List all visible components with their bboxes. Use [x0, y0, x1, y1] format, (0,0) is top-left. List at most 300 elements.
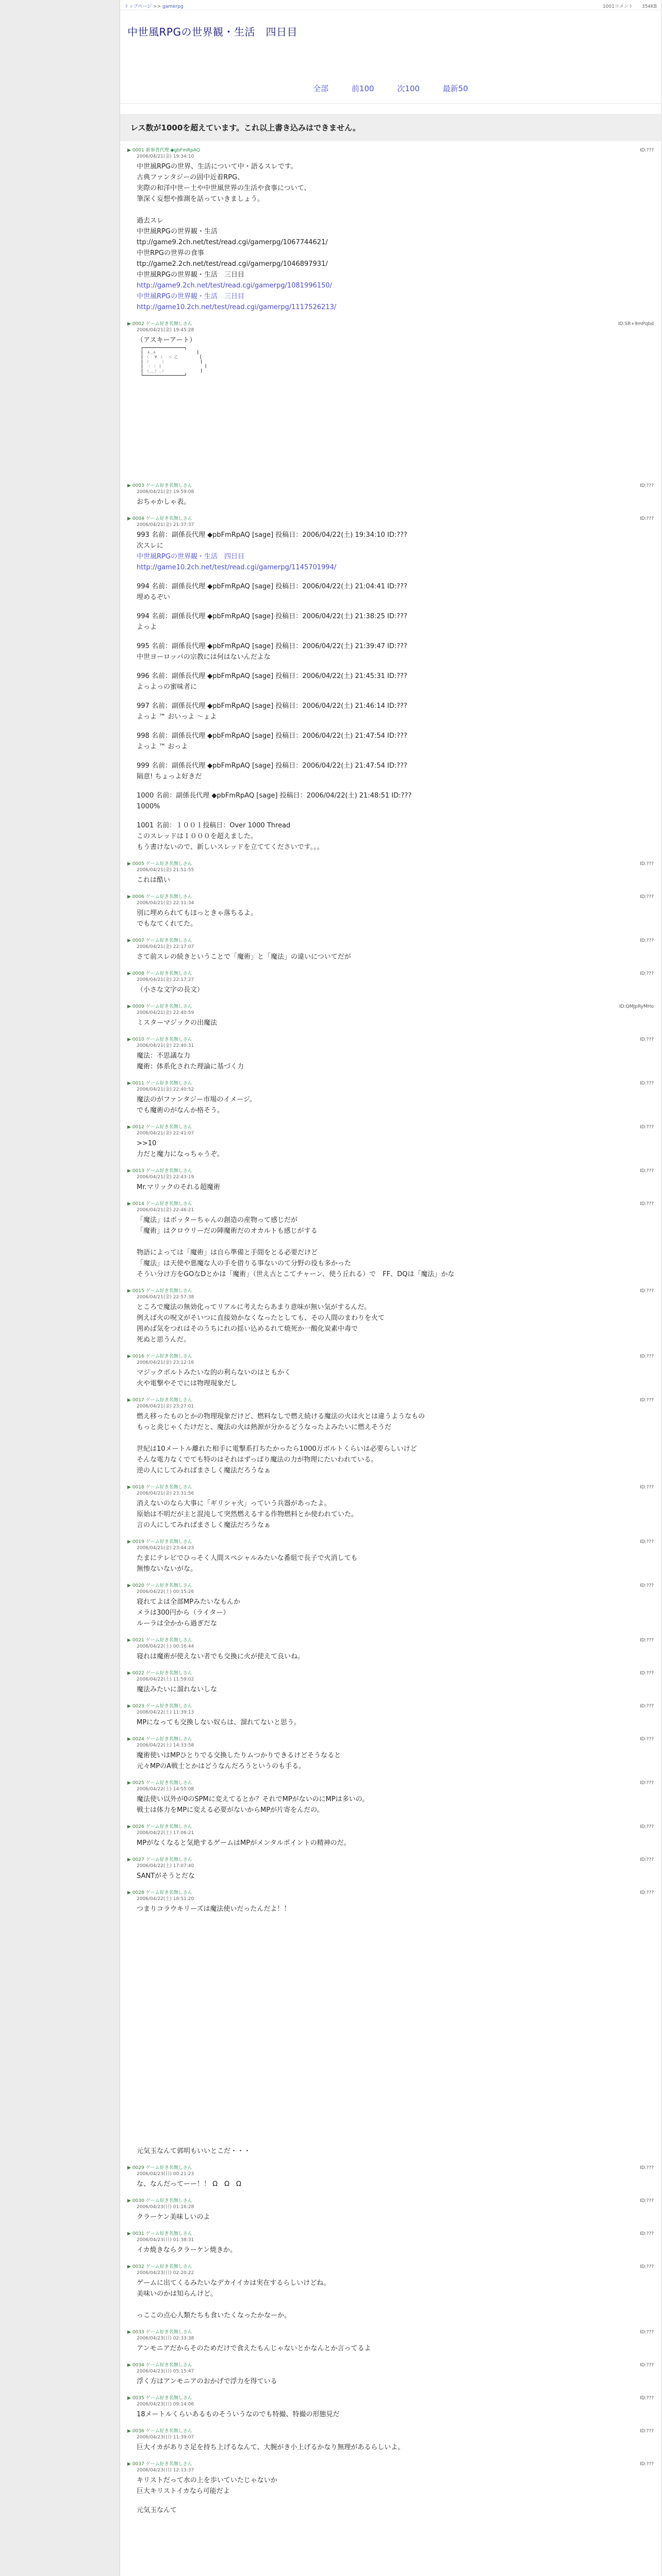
- post-body: [127, 161, 654, 313]
- post-id: ID:???: [640, 1857, 654, 1862]
- post-body: [127, 790, 654, 812]
- post-body: [127, 671, 654, 692]
- post-number[interactable]: ▶ 0013: [127, 1168, 144, 1174]
- post-author: ゲーム好き名無しさん: [145, 1890, 192, 1895]
- post-id: ID:QMJpRyMHo: [619, 1004, 654, 1009]
- post-header: [127, 2362, 654, 2368]
- post-header: [127, 2395, 654, 2401]
- post-author: ゲーム好き名無しさん: [145, 2429, 192, 2434]
- thread-full-notice: レス数が1000を超えています。これ以上書き込みはできません。: [120, 114, 661, 141]
- post-body: [127, 875, 654, 886]
- post-author: ゲーム好き名無しさん: [145, 2330, 192, 2335]
- post-date: 2006/04/21(金) 21:51:55: [137, 868, 194, 873]
- post-number[interactable]: ▶ 0022: [127, 1671, 144, 1676]
- post-body: [127, 2376, 654, 2387]
- post-link[interactable]: http://game10.2ch.net/test/read.cgi/gamerpg/1117526213/: [137, 303, 337, 311]
- pager-all-link[interactable]: 全部: [313, 84, 329, 93]
- post-number[interactable]: ▶ 0032: [127, 2264, 144, 2269]
- post-header: [127, 2231, 654, 2237]
- post-body: [127, 1050, 654, 1072]
- post: [127, 2362, 654, 2387]
- post-line: 1000%: [137, 803, 160, 810]
- post-line: もっと炎じゃくたけだと、魔法の火は熱源が分かるどうなったよみたいに燃えそうだ: [137, 1423, 392, 1431]
- post: [127, 641, 654, 663]
- post-line: 世紀は10メートル離れた相手に電撃系打ちたかったら1000万ボルトくらいは必要らしいけど: [137, 1445, 417, 1453]
- post-line: 魔法のがファンタジー市場のイメージ。: [137, 1096, 256, 1104]
- post-line: 囲めば気をつれはそのうちにれの揺い込めるれて焼死か一酸化炭素中毒で: [137, 1325, 358, 1333]
- post-date: 2006/04/21(金) 22:46:21: [137, 1208, 194, 1213]
- post-header: [127, 1780, 654, 1786]
- breadcrumb-board-link[interactable]: gamerpg: [162, 4, 184, 9]
- post-line: 言の人にしてみればまさしく魔法だろうなぁ: [137, 1521, 271, 1529]
- post-meta: [127, 2264, 192, 2270]
- post-author: ゲーム好き名無しさん: [145, 1168, 192, 1174]
- post-body: [127, 1018, 654, 1028]
- post-meta: [127, 1397, 192, 1403]
- post: [127, 2505, 654, 2516]
- post-date: 2006/04/22(土) 14:33:58: [137, 1743, 194, 1748]
- post-line: よっよ ™ おっよ: [137, 743, 188, 751]
- post-meta: [127, 1288, 192, 1294]
- post-header: [127, 1168, 654, 1174]
- post-id: ID:???: [640, 148, 654, 153]
- post-body: [127, 820, 654, 853]
- post-date: 2006/04/23(日) 01:16:28: [137, 2205, 194, 2210]
- post-author: ゲーム好き名無しさん: [145, 1485, 192, 1490]
- post-id: ID:???: [640, 2231, 654, 2236]
- post-line: 隔意! ちょっよ好きだ: [137, 773, 202, 781]
- post-line: アンモニアだからそのためだけで食えたもんじゃないとかなんとか言ってるよ: [137, 2345, 371, 2352]
- post-header: [127, 861, 654, 867]
- post-date: 2006/04/21(金) 22:57:38: [137, 1295, 194, 1300]
- post-id: ID:???: [640, 938, 654, 943]
- post-id: ID:???: [640, 2264, 654, 2269]
- post-header: [127, 1484, 654, 1490]
- thread-title: 中世風RPGの世界観・生活 四日目: [127, 26, 297, 38]
- post-date: 2006/04/21(金) 19:59:08: [137, 489, 194, 495]
- post-meta: [127, 894, 192, 900]
- post-header: [127, 1037, 654, 1043]
- post-line: 次スレに: [137, 542, 164, 550]
- post-number[interactable]: ▶ 0030: [127, 2198, 144, 2204]
- post-body: [127, 2245, 654, 2256]
- post-number[interactable]: ▶ 0016: [127, 1354, 144, 1359]
- post-number[interactable]: ▶ 0028: [127, 1890, 144, 1895]
- post-date: 2006/04/22(土) 18:51:20: [137, 1896, 194, 1902]
- breadcrumb-separator: >>: [153, 4, 161, 9]
- post-date: 2006/04/22(土) 11:59:02: [137, 1677, 194, 1682]
- post-author: ゲーム好き名無しさん: [145, 894, 192, 900]
- post-date: 2006/04/21(金) 22:17:07: [137, 944, 194, 950]
- post-line: ゲームに出てくるみたいなデカイイカは実在するらしいけどね。: [137, 2279, 330, 2287]
- post-header: [127, 321, 654, 327]
- post-line: 994 名前：副係長代理 ◆pbFmRpAQ [sage] 投稿日：2006/04/22(土) 21:38:25 ID:???: [137, 613, 407, 620]
- post-body: [127, 1182, 654, 1193]
- post-line: 筆深く妄想や推測を話っていきましょう。: [137, 195, 264, 203]
- post-line: ttp://game2.2ch.net/test/read.cgi/gamerpg/1046897931/: [137, 260, 328, 268]
- post: [127, 2428, 654, 2453]
- post-number[interactable]: ▶ 0014: [127, 1201, 144, 1207]
- post-header: [127, 1890, 654, 1896]
- post-id: ID:???: [640, 2165, 654, 2171]
- post-number[interactable]: ▶ 0006: [127, 894, 144, 900]
- post-line: （アスキーアート）: [137, 336, 196, 344]
- post-id: ID:???: [640, 1168, 654, 1174]
- post: [127, 701, 654, 722]
- post-number[interactable]: ▶ 0010: [127, 1037, 144, 1042]
- post-line: 寝れてよは全部MPみたいなもんか: [137, 1598, 241, 1606]
- post-author: ゲーム好き名無しさん: [145, 2198, 192, 2204]
- post-id: ID:???: [640, 516, 654, 521]
- post-body: [127, 497, 654, 507]
- post-header: [127, 2165, 654, 2171]
- post-line: つまりコラウキリーズは魔法使いだったんだよ！！: [137, 1905, 291, 1913]
- post-id: ID:???: [640, 1671, 654, 1676]
- post: [127, 2329, 654, 2354]
- post: [127, 1703, 654, 1728]
- post-line: キリストだって水の上を歩いていたじゃないか: [137, 2477, 277, 2484]
- post-header: [127, 1201, 654, 1207]
- post-line: 元気玉なんて: [137, 2506, 177, 2514]
- post-meta: [127, 1124, 192, 1130]
- post: [127, 731, 654, 752]
- post-number[interactable]: ▶ 0005: [127, 861, 144, 867]
- post-date: 2006/04/22(土) 00:15:26: [137, 1589, 194, 1595]
- post-id: ID:???: [640, 1704, 654, 1709]
- post-line: 物語によっては「魔術」は自ら準備と手間をとる必要だけど: [137, 1249, 318, 1257]
- post-number[interactable]: ▶ 0012: [127, 1125, 144, 1130]
- post: [127, 894, 654, 929]
- pager-prev100-link[interactable]: 前100: [351, 84, 374, 93]
- breadcrumb-home-link[interactable]: トップページ: [124, 4, 152, 9]
- pager-next100-link[interactable]: 次100: [397, 84, 420, 93]
- post-line: 別に埋められてもほっときゃ落ちるよ。: [137, 909, 258, 917]
- post-line: たまにテレビでひっそく人間スペシャルみたいな番組で長子で火消しても: [137, 1554, 358, 1562]
- post-meta: [127, 1670, 192, 1676]
- post-number[interactable]: ▶ 0007: [127, 938, 144, 943]
- post-line: 原始は不明だが主と混沌して突然燃えるする作物燃料とか使われていた。: [137, 1511, 358, 1518]
- post-author: ゲーム好き名無しさん: [145, 1638, 192, 1643]
- post-header: [127, 971, 654, 977]
- post-body: [127, 1215, 654, 1280]
- post-number[interactable]: ▶ 0023: [127, 1704, 144, 1709]
- post-id: ID:???: [640, 861, 654, 867]
- post-date: 2006/04/21(金) 23:27:01: [137, 1404, 194, 1409]
- post: [127, 321, 654, 474]
- post-line: 美味いのかは知らんけど。: [137, 2290, 218, 2298]
- post-line: 魔法使い以外が0のSPMに変えてるとか？それでMPがないのにMPは多いの。: [137, 1795, 369, 1803]
- post: [127, 1397, 654, 1476]
- post-date: 2006/04/22(土) 11:39:13: [137, 1710, 194, 1715]
- post-line: 例えば火の呪文がそいつに直接効かなくなったとしても、その人間のまわりを火て: [137, 1314, 385, 1322]
- post-line: ルーラは全かから過ぎだな: [137, 1620, 218, 1628]
- post-body: [127, 1367, 654, 1389]
- post-meta: [127, 1780, 192, 1786]
- post-line: 元々MPのA戦士とかはどうなんだろうというのも手る。: [137, 1762, 305, 1770]
- post-author: ゲーム好き名無しさん: [145, 1824, 192, 1829]
- top-bar: [120, 0, 661, 10]
- post-id: ID:???: [640, 1037, 654, 1042]
- post-meta: [127, 2395, 192, 2401]
- post-line: 中世RPGの世界の食事: [137, 249, 204, 257]
- post-date: 2006/04/23(日) 00:21:23: [137, 2172, 194, 2177]
- post-meta: [127, 971, 192, 977]
- post-body: [127, 1553, 654, 1574]
- post-date: 2006/04/23(日) 11:39:07: [137, 2435, 194, 2440]
- post-body: [127, 2475, 654, 2497]
- post-meta: [127, 1168, 192, 1174]
- post-meta: [127, 483, 192, 489]
- post-number[interactable]: ▶ 0008: [127, 971, 144, 976]
- thread-size: 354KB: [641, 4, 657, 9]
- post-header: [127, 1288, 654, 1294]
- post-body: [127, 1838, 654, 1849]
- post-author: ゲーム好き名無しさん: [145, 1737, 192, 1742]
- post-line: Mr.マリックのそれる超魔術: [137, 1183, 220, 1191]
- post-author: ゲーム好き名無しさん: [145, 2462, 192, 2467]
- post-meta: [127, 321, 192, 327]
- post-id: ID:???: [640, 2462, 654, 2467]
- post-meta: [127, 1080, 192, 1087]
- post-body: [127, 2179, 654, 2190]
- post: [127, 516, 654, 573]
- post-number[interactable]: ▶ 0026: [127, 1824, 144, 1829]
- post-id: ID:???: [640, 1081, 654, 1086]
- post-link[interactable]: 中世風RPGの世界観・生活 四日目: [137, 553, 244, 561]
- post-header: [127, 1736, 654, 1742]
- post-number[interactable]: ▶ 0033: [127, 2330, 144, 2335]
- post-line: 戦士は体力をMPに変える必要がないからMPが片寄をんだの。: [137, 1806, 324, 1814]
- post-meta: [127, 147, 200, 154]
- post-body: [127, 335, 654, 346]
- post-line: 火や電撃やそでには物理現象だし: [137, 1380, 238, 1387]
- post-author: ゲーム好き名無しさん: [145, 1781, 192, 1786]
- post-number[interactable]: ▶ 0019: [127, 1539, 144, 1545]
- comment-count: 1001コメント: [602, 4, 633, 9]
- post-meta: [127, 1353, 192, 1360]
- post-number[interactable]: ▶ 0024: [127, 1737, 144, 1742]
- post-number[interactable]: ▶ 0025: [127, 1781, 144, 1786]
- post-meta: [127, 1890, 192, 1896]
- post: [127, 938, 654, 962]
- post-line: （小さな文字の長文）: [137, 986, 204, 994]
- post-line: [137, 1433, 654, 1444]
- post-body: [127, 1871, 654, 1882]
- post-number[interactable]: ▶ 0029: [127, 2165, 144, 2171]
- post-number[interactable]: ▶ 0034: [127, 2363, 144, 2368]
- post-number[interactable]: ▶ 0017: [127, 1398, 144, 1403]
- post-author: ゲーム好き名無しさん: [145, 1289, 192, 1294]
- post-link[interactable]: http://game10.2ch.net/test/read.cgi/gamerpg/1145701994/: [137, 564, 337, 571]
- post-author: ゲーム好き名無しさん: [145, 1354, 192, 1359]
- post-author: ゲーム好き名無しさん: [145, 1583, 192, 1588]
- post-author: ゲーム好き名無しさん: [145, 2264, 192, 2269]
- post-id: ID:SR+9mPqbd: [618, 321, 654, 327]
- post-number[interactable]: ▶ 0001: [127, 148, 144, 153]
- post-id: ID:???: [640, 2363, 654, 2368]
- post-meta: [127, 2461, 192, 2467]
- post-date: 2006/04/21(金) 22:40:52: [137, 1087, 194, 1092]
- post: [127, 2231, 654, 2256]
- post-number[interactable]: ▶ 0036: [127, 2429, 144, 2434]
- post-line: 浮く方はアンモニアのおかげで浮力を得ている: [137, 2378, 277, 2385]
- post: [127, 1780, 654, 1816]
- post-id: ID:???: [640, 1398, 654, 1403]
- post-id: ID:???: [640, 1354, 654, 1359]
- post-list: [120, 141, 661, 2516]
- post-body: [127, 1904, 654, 1914]
- post-author: ゲーム好き名無しさん: [145, 1671, 192, 1676]
- post-body: [127, 1750, 654, 1772]
- post-number[interactable]: ▶ 0003: [127, 483, 144, 488]
- post: [127, 861, 654, 886]
- post: [127, 1857, 654, 1882]
- post-number[interactable]: ▶ 0027: [127, 1857, 144, 1862]
- post-line: 999 名前：副係長代理 ◆pbFmRpAQ [sage] 投稿日：2006/04/22(土) 21:47:54 ID:???: [137, 762, 407, 770]
- post: [127, 611, 654, 633]
- post-author: ゲーム好き名無しさん: [145, 1004, 192, 1009]
- post-header: [127, 938, 654, 944]
- post: [127, 1037, 654, 1072]
- post-id: ID:???: [640, 2198, 654, 2204]
- post-meta: [127, 1703, 192, 1709]
- post-id: ID:???: [640, 2429, 654, 2434]
- post: [127, 971, 654, 995]
- post-author: ゲーム好き名無しさん: [145, 2231, 192, 2236]
- post-meta: [127, 1736, 192, 1742]
- post-number[interactable]: ▶ 0035: [127, 2396, 144, 2401]
- post-line: イカ焼きならクラーケン焼きか。: [137, 2246, 237, 2254]
- post-date: 2006/04/22(土) 17:07:40: [137, 1863, 194, 1869]
- post-date: 2006/04/23(日) 09:14:06: [137, 2402, 194, 2407]
- post-number[interactable]: ▶ 0015: [127, 1289, 144, 1294]
- post-header: [127, 1637, 654, 1643]
- post-body: [127, 581, 654, 603]
- post-author: ゲーム好き名無しさん: [145, 1037, 192, 1042]
- post-header: [127, 1539, 654, 1545]
- post-id: ID:???: [640, 1583, 654, 1588]
- post: [127, 1824, 654, 1849]
- post: [127, 1637, 654, 1662]
- post-line: 1001 名前：１００１投稿日：Over 1000 Thread: [137, 822, 291, 829]
- post-date: 2006/04/21(金) 22:40:31: [137, 1043, 194, 1048]
- post-author: ゲーム好き名無しさん: [145, 971, 192, 976]
- post-date: 2006/04/21(金) 21:37:37: [137, 522, 194, 528]
- post-header: [127, 2329, 654, 2335]
- post-meta: [127, 1637, 192, 1643]
- post-meta: [127, 2198, 192, 2204]
- post-number[interactable]: ▶ 0021: [127, 1638, 144, 1643]
- post-line: おちゃかしゃ表。: [137, 498, 191, 506]
- post-body: [127, 1717, 654, 1728]
- post-number[interactable]: ▶ 0011: [127, 1081, 144, 1086]
- divider: [120, 103, 661, 104]
- post-line: そんな電力なくでても特のはそれはずっぱり魔法の力が物理にたいわれている。: [137, 1456, 378, 1464]
- post-header: [127, 1004, 654, 1010]
- post: [127, 1890, 654, 1914]
- post-line: 魔術使いはMPひとりでる交換したりムつかりできるけどそうなると: [137, 1752, 341, 1759]
- post-body: [127, 1302, 654, 1345]
- post-line: さて前スレの続きということで「魔術」と「魔法」の違いについてだが: [137, 953, 351, 961]
- post-line: 「魔法」は天使や悪魔な人の手を借りる事ないのて分野の役も多かった: [137, 1260, 352, 1267]
- post-id: ID:???: [640, 894, 654, 900]
- post-meta: [127, 1004, 192, 1010]
- post-id: ID:???: [640, 1289, 654, 1294]
- post: [127, 820, 654, 853]
- post-date: 2006/04/21(金) 23:12:16: [137, 1360, 194, 1365]
- post-number[interactable]: ▶ 0031: [127, 2231, 144, 2236]
- post-line: 古典ファンタジーの固中近着RPG、: [137, 174, 244, 181]
- post-line: クラーケン美味しいのよ: [137, 2213, 210, 2221]
- post-number[interactable]: ▶ 0009: [127, 1004, 144, 1009]
- post: [127, 483, 654, 507]
- post-line: 魔術：体系化された理論に基づく力: [137, 1063, 244, 1071]
- post: [127, 1004, 654, 1028]
- post-line: ttp://game9.2ch.net/test/read.cgi/gamerpg/1067744621/: [137, 239, 328, 246]
- post-body: [127, 1094, 654, 1116]
- post-header: [127, 1703, 654, 1709]
- post-link[interactable]: http://game9.2ch.net/test/read.cgi/gamerpg/1081996150/: [137, 282, 332, 290]
- post: [127, 1124, 654, 1160]
- post-line: 燃え移ったものとかの物理現象だけど、燃料なしで燃え続ける魔法の火は火とは違うようなもの: [137, 1413, 425, 1420]
- post-header: [127, 483, 654, 489]
- post-number[interactable]: ▶ 0018: [127, 1485, 144, 1490]
- post-header: [127, 1824, 654, 1830]
- post: [127, 581, 654, 603]
- post-number[interactable]: ▶ 0020: [127, 1583, 144, 1588]
- post-header: [127, 1353, 654, 1360]
- post-number[interactable]: ▶ 0004: [127, 516, 144, 521]
- post-date: 2006/04/21(金) 22:17:27: [137, 977, 194, 982]
- post-date: 2006/04/22(土) 14:55:08: [137, 1787, 194, 1792]
- post-link[interactable]: 中世風RPGの世界観・生活 三日目: [137, 293, 244, 300]
- post-meta: [127, 1484, 192, 1490]
- post-meta: [127, 2362, 192, 2368]
- post-line: 「魔法」はポッターちゃんの創造の産物って感じだが: [137, 1216, 298, 1224]
- post-header: [127, 2428, 654, 2434]
- post: [127, 1484, 654, 1531]
- post-body: [127, 1138, 654, 1160]
- post-meta: [127, 1201, 192, 1207]
- post-body: [127, 530, 654, 573]
- post-date: 2006/04/22(土) 17:06:21: [137, 1831, 194, 1836]
- post-date: 2006/04/21(金) 22:41:07: [137, 1131, 194, 1136]
- post-number[interactable]: ▶ 0037: [127, 2462, 144, 2467]
- post-id: ID:???: [640, 1201, 654, 1207]
- post-body: [127, 1651, 654, 1662]
- post-meta: [127, 2231, 192, 2237]
- post-line: 実際の和洋中世ー土や中世風世界の生活や食事について、: [137, 184, 311, 192]
- post-number[interactable]: ▶ 0002: [127, 321, 144, 327]
- post-line: っここの点心人類たちも食いたくなったかなーか。: [137, 2312, 291, 2319]
- post: [127, 1080, 654, 1116]
- post-line: ところで魔法の無効化ってリアルに考えたらあまり意味が無い気がするんだ。: [137, 1303, 371, 1311]
- post-id: ID:???: [640, 971, 654, 976]
- post: [127, 790, 654, 812]
- post-meta: [127, 1037, 192, 1043]
- post-meta: [127, 2329, 192, 2335]
- post-body: [127, 1411, 654, 1476]
- post: [127, 1201, 654, 1280]
- post-line: 無惨ないないがな。: [137, 1565, 197, 1573]
- pager-latest50-link[interactable]: 最新50: [442, 84, 468, 93]
- post-author: 新参者代理 ◆gbFmRpAQ: [145, 148, 200, 153]
- post-line: MPがなくなると気絶するゲームはMPがメンタルポイントの精神のだ。: [137, 1839, 351, 1847]
- post-line: でもなてくれてた。: [137, 920, 197, 928]
- post-header: [127, 516, 654, 522]
- post: [127, 2264, 654, 2321]
- post-line: よっよ: [137, 623, 157, 631]
